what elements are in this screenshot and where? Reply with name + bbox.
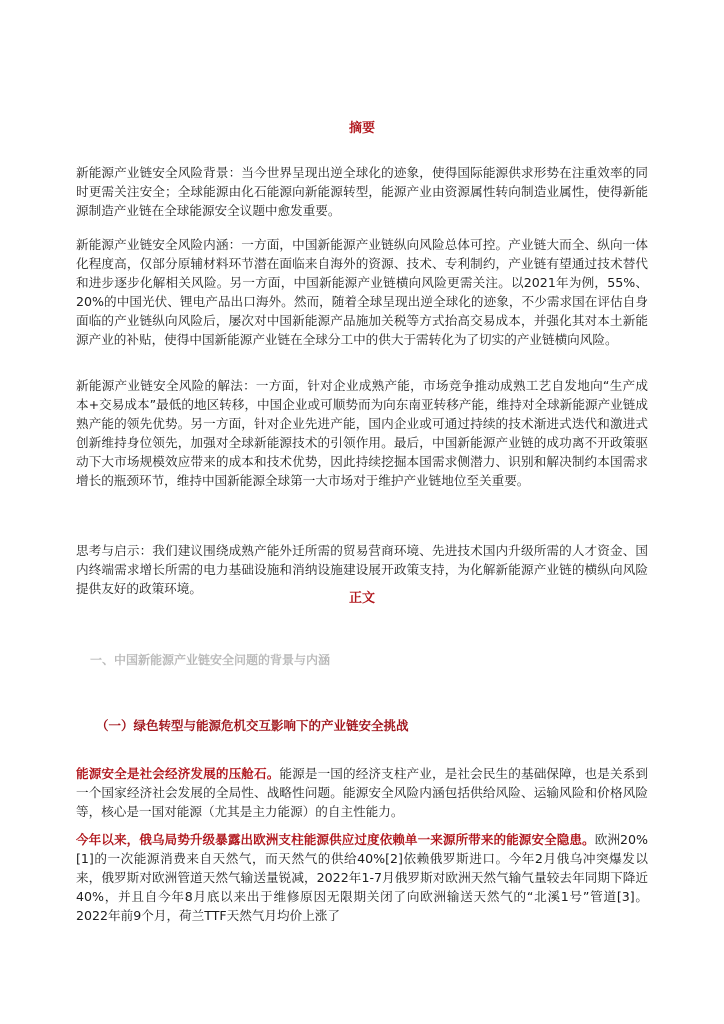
abstract-paragraph-background: 新能源产业链安全风险背景：当今世界呈现出逆全球化的迹象，使得国际能源供求形势在注重效率的同时更需关注安全；全球能源由化石能源向新能源转型，能源产业由资源属性转向制造业属性，使得新能源制造产业链在全球能源安全议题中愈发重要。 <box>76 165 648 218</box>
body-title: 正文 <box>348 591 375 606</box>
section-heading-1-1: （一）绿色转型与能源危机交互影响下的产业链安全挑战 <box>96 718 409 733</box>
abstract-title: 摘要 <box>348 121 375 136</box>
abstract-paragraph-solution: 新能源产业链安全风险的解法：一方面，针对企业成熟产能，市场竞争推动成熟工艺自发地向“生产成本+交易成本”最低的地区转移，中国企业或可顺势而为向东南亚转移产能，维持对全球新能源产业链成熟产能的领先优势。另一方面，针对企业先进产能，国内企业或可通过持续的技术渐进式迭代和激进式创新维持身位领先，加强对全球新能源技术的引领作用。最后，中国新能源产业链的成功离不开政策驱动下大市场规模效应带来的成本和技术优势，因此持续挖掘本国需求侧潜力、识别和解决制约本国需求增长的瓶颈环节，维持中国新能源全球第一大市场对于维护产业链地位至关重要。 <box>76 378 648 488</box>
paragraph-text: 欧洲20%[1]的一次能源消费来自天然气，而天然气的供给40%[2]依赖俄罗斯进口。今年2月俄乌冲突爆发以来，俄罗斯对欧洲管道天然气输送量锐减，2022年1-7月俄罗斯对欧洲天然气输气量较去年同期下降近40%，并且自今年8月底以来出于维修原因无限期关闭了向欧洲输送天然气的“北溪1号”管道[3]。2022年前9个月，荷兰TTF天然气月均价上涨了 <box>76 832 648 923</box>
body-paragraph-europe-gas <box>76 830 648 925</box>
paragraph-lead: 今年以来，俄乌局势升级暴露出欧洲支柱能源供应过度依赖单一来源所带来的能源安全隐患。 <box>76 832 595 847</box>
abstract-paragraph-connotation: 新能源产业链安全风险内涵：一方面，中国新能源产业链纵向风险总体可控。产业链大而全、纵向一体化程度高，仅部分原辅材料环节潜在面临来自海外的资源、技术、专利制约，产业链有望通过技术替代和进步逐步化解相关风险。另一方面，中国新能源产业链横向风险更需关注。以2021年为例，55%、20%的中国光伏、锂电产品出口海外。然而，随着全球呈现出逆全球化的迹象，不少需求国在评估自身面临的产业链纵向风险后，屡次对中国新能源产品施加关税等方式抬高交易成本，并强化其对本土新能源产业的补贴，使得中国新能源产业链在全球分工中的供大于需转化为了切实的产业链横向风险。 <box>76 237 648 347</box>
paragraph-lead: 能源安全是社会经济发展的压舱石。 <box>76 766 280 781</box>
paragraph-text: 能源是一国的经济支柱产业，是社会民生的基础保障，也是关系到一个国家经济社会发展的全局性、战略性问题。能源安全风险内涵包括供给风险、运输风险和价格风险等，核心是一国对能源（尤其是主力能源）的自主性能力。 <box>76 766 649 819</box>
section-heading-1: 一、中国新能源产业链安全问题的背景与内涵 <box>90 653 331 667</box>
abstract-paragraph-implications: 思考与启示：我们建议围绕成熟产能外迁所需的贸易营商环境、先进技术国内升级所需的人才资金、国内终端需求增长所需的电力基础设施和消纳设施建设展开政策支持，为化解新能源产业链的横纵向风险提供友好的政策环境。 <box>76 543 648 596</box>
body-paragraph-energy-security <box>76 764 648 821</box>
